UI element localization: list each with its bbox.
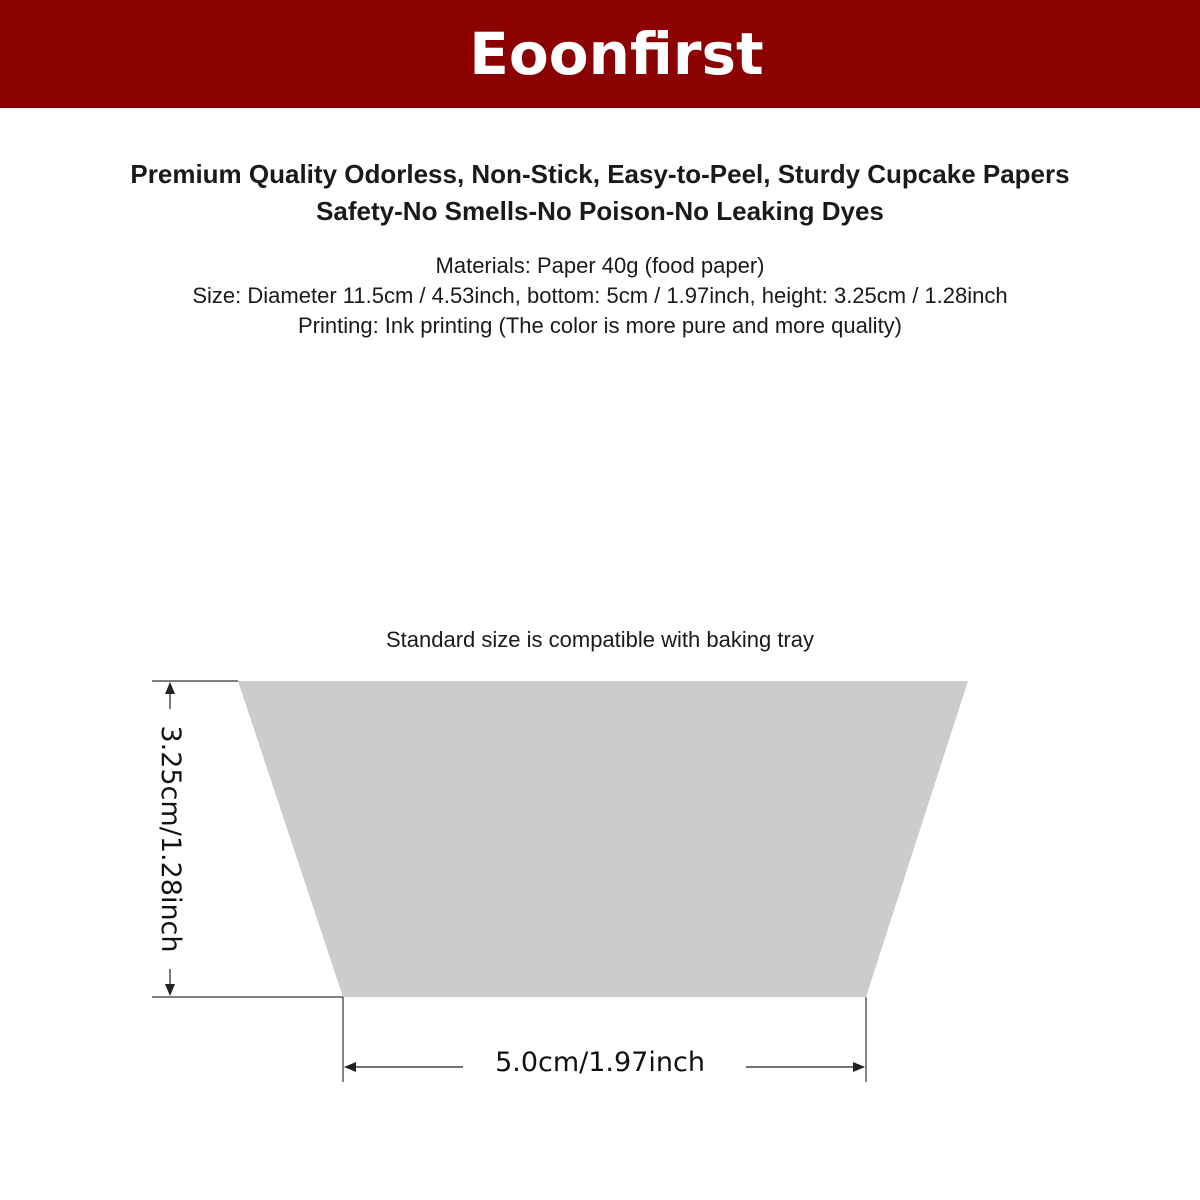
headline-primary: Premium Quality Odorless, Non-Stick, Easy-to-Peel, Sturdy Cupcake Papers xyxy=(130,159,1070,189)
spec-size: Size: Diameter 11.5cm / 4.53inch, bottom: 5cm / 1.97inch, height: 3.25cm / 1.28inch xyxy=(192,283,1008,308)
cup-profile-shape xyxy=(238,681,968,997)
spec-printing: Printing: Ink printing (The color is more pure and more quality) xyxy=(297,313,903,338)
diagram-caption: Standard size is compatible with baking tray xyxy=(386,627,814,652)
brand-name: Eoonfirst xyxy=(469,20,764,88)
height-dimension-label: 3.25cm/1.28inch xyxy=(152,709,188,969)
spec-materials: Materials: Paper 40g (food paper) xyxy=(435,253,765,278)
bottom-dimension-label: 5.0cm/1.97inch xyxy=(480,1047,720,1078)
headline-secondary: Safety-No Smells-No Poison-No Leaking Dyes xyxy=(316,196,884,226)
